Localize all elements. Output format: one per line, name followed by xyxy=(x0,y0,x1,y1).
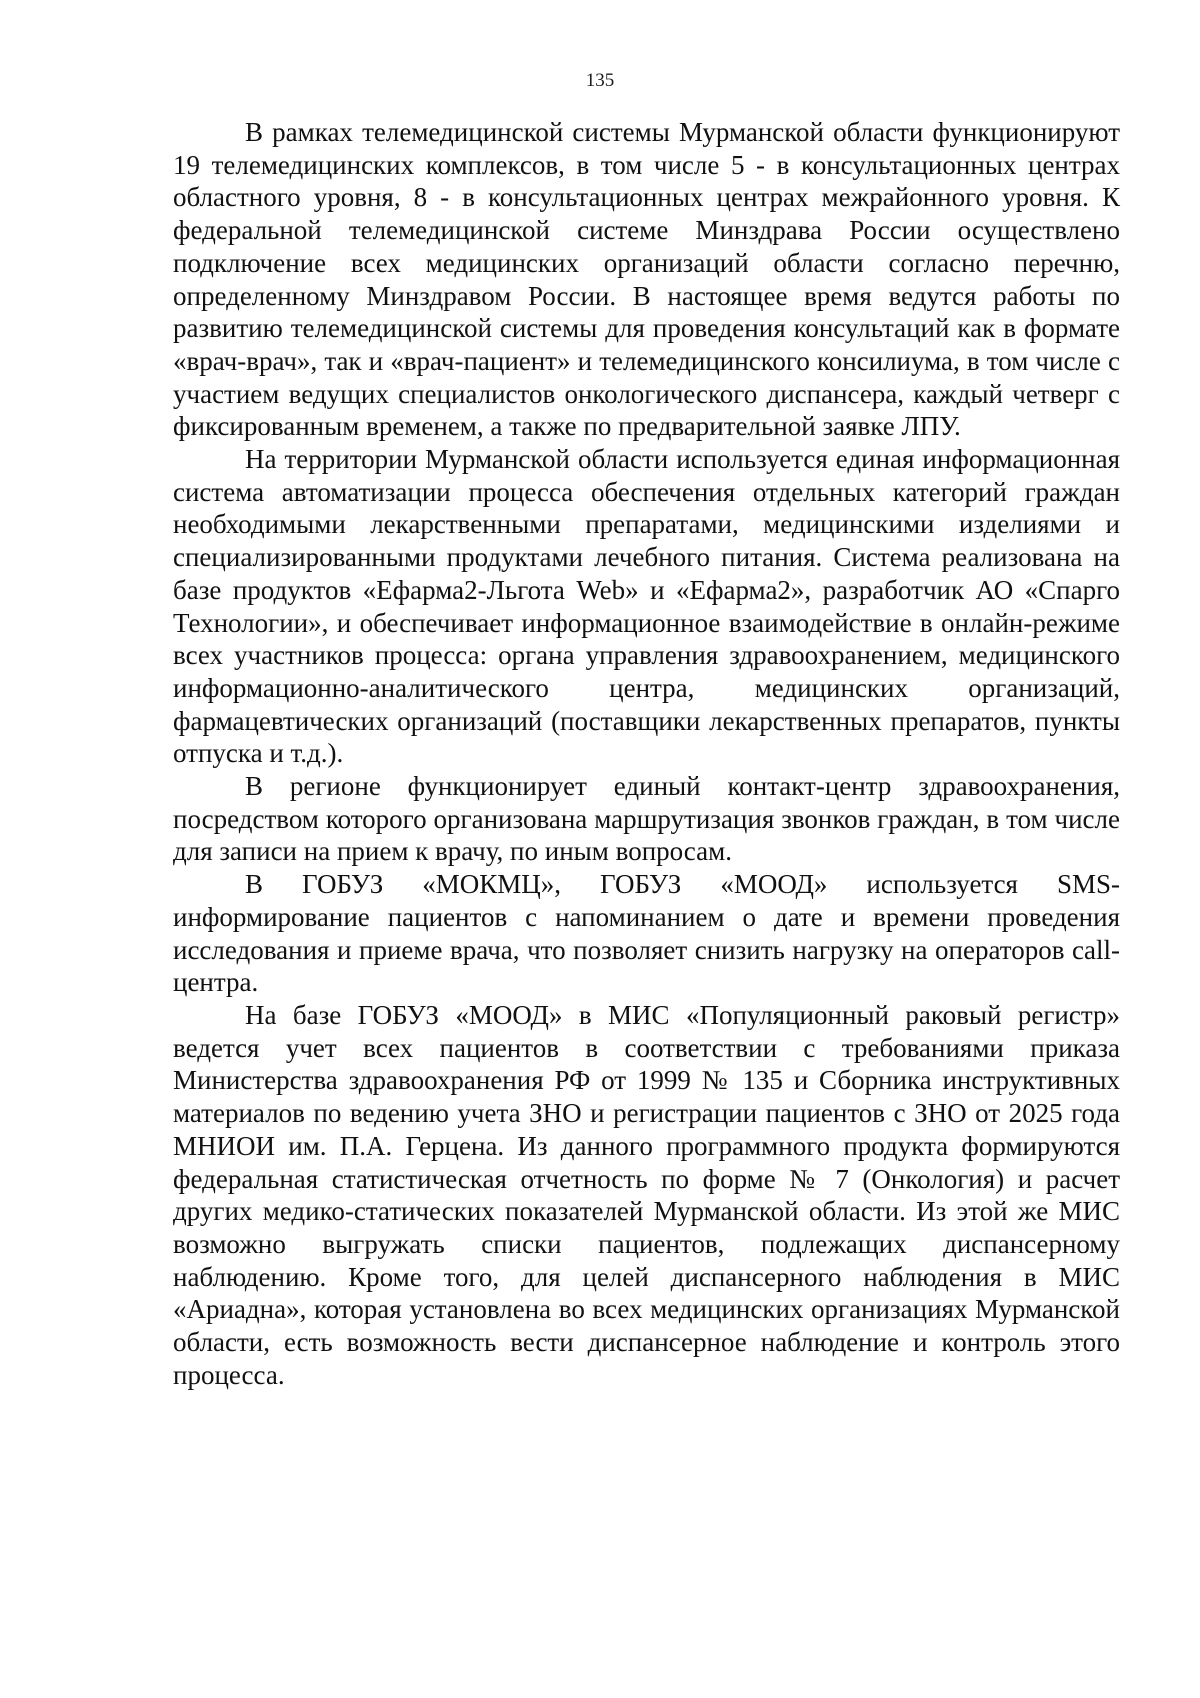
paragraph-sms-informing: В ГОБУЗ «МОКМЦ», ГОБУЗ «МООД» используется SMS-информирование пациентов с напоминанием о дате и времени проведения исследования и приеме врача, что позволяет снизить нагрузку на операторов call-центра. xyxy=(173,869,1120,998)
paragraph-telemedicine: В рамках телемедицинской системы Мурманской области функционируют 19 телемедицинских комплексов, в том числе 5 - в консультационных центрах областного уровня, 8 - в консультационных центрах межрайонного уровня. К федеральной телемедицинской системе Минздрава России осуществлено подключение всех медицинских организаций области согласно перечню, определенному Минздравом России. В настоящее время ведутся работы по развитию телемедицинской системы для проведения консультаций как в формате «врач-врач», так и «врач-пациент» и телемедицинского консилиума, в том числе с участием ведущих специалистов онкологического диспансера, каждый четверг с фиксированным временем, а также по предварительной заявке ЛПУ. xyxy=(173,117,1120,442)
document-body xyxy=(173,116,1120,1391)
page-number: 135 xyxy=(585,70,615,91)
paragraph-contact-center: В регионе функционирует единый контакт-центр здравоохранения, посредством которого организована маршрутизация звонков граждан, в том числе для записи на прием к врачу, по иным вопросам. xyxy=(173,771,1120,867)
paragraph-drug-provision-system: На территории Мурманской области используется единая информационная система автоматизации процесса обеспечения отдельных категорий граждан необходимыми лекарственными препаратами, медицинскими изделиями и специализированными продуктами лечебного питания. Система реализована на базе продуктов «Ефарма2-Льгота Web» и «Ефарма2», разработчик АО «Спарго Технологии», и обеспечивает информационное взаимодействие в онлайн-режиме всех участников процесса: органа управления здравоохранением, медицинского информационно-аналитического центра, медицинских организаций, фармацевтических организаций (поставщики лекарственных препаратов, пункты отпуска и т.д.). xyxy=(173,444,1120,769)
paragraph-cancer-registry: На базе ГОБУЗ «МООД» в МИС «Популяционный раковый регистр» ведется учет всех пациентов в соответствии с требованиями приказа Министерства здравоохранения РФ от 1999 № 135 и Сборника инструктивных материалов по ведению учета ЗНО и регистрации пациентов с ЗНО от 2025 года МНИОИ им. П.А. Герцена. Из данного программного продукта формируются федеральная статистическая отчетность по форме № 7 (Онкология) и расчет других медико-статических показателей Мурманской области. Из этой же МИС возможно выгружать списки пациентов, подлежащих диспансерному наблюдению. Кроме того, для целей диспансерного наблюдения в МИС «Ариадна», которая установлена во всех медицинских организациях Мурманской области, есть возможность вести диспансерное наблюдение и контроль этого процесса. xyxy=(173,999,1120,1390)
